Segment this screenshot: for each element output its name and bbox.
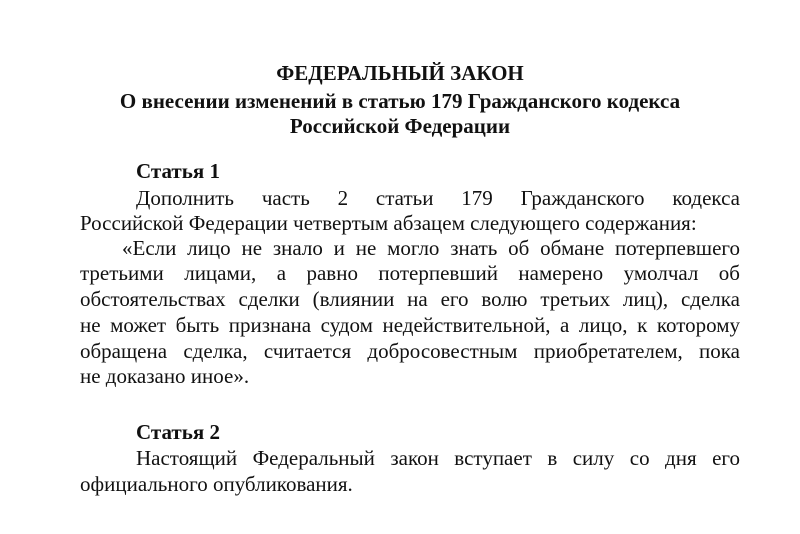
document-subtitle-line-1: О внесении изменений в статью 179 Гражданского кодекса bbox=[119, 89, 681, 113]
article-2-title: Статья 2 bbox=[136, 420, 220, 444]
article-1-line-1: Дополнить часть 2 статьи 179 Гражданского кодекса bbox=[136, 186, 740, 210]
article-1-line-6: не может быть признана судом недействительной, а лицо, к которому bbox=[80, 313, 740, 337]
article-1-line-3: «Если лицо не знало и не могло знать об обмане потерпевшего bbox=[122, 236, 740, 260]
article-1-line-7: обращена сделка, считается добросовестным приобретателем, пока bbox=[80, 339, 740, 363]
article-1-line-8: не доказано иное». bbox=[80, 364, 250, 388]
document-title: ФЕДЕРАЛЬНЫЙ ЗАКОН bbox=[276, 61, 524, 85]
article-1-title: Статья 1 bbox=[136, 159, 220, 183]
article-2-line-1: Настоящий Федеральный закон вступает в силу со дня его bbox=[136, 446, 740, 470]
article-1-line-5: обстоятельствах сделки (влиянии на его волю третьих лиц), сделка bbox=[80, 287, 740, 311]
article-2-line-2: официального опубликования. bbox=[80, 472, 353, 496]
document-subtitle-line-2: Российской Федерации bbox=[289, 114, 511, 138]
article-1-line-4: третьими лицами, а равно потерпевший намерено умолчал об bbox=[80, 261, 740, 285]
article-1-line-2: Российской Федерации четвертым абзацем следующего содержания: bbox=[80, 211, 697, 235]
